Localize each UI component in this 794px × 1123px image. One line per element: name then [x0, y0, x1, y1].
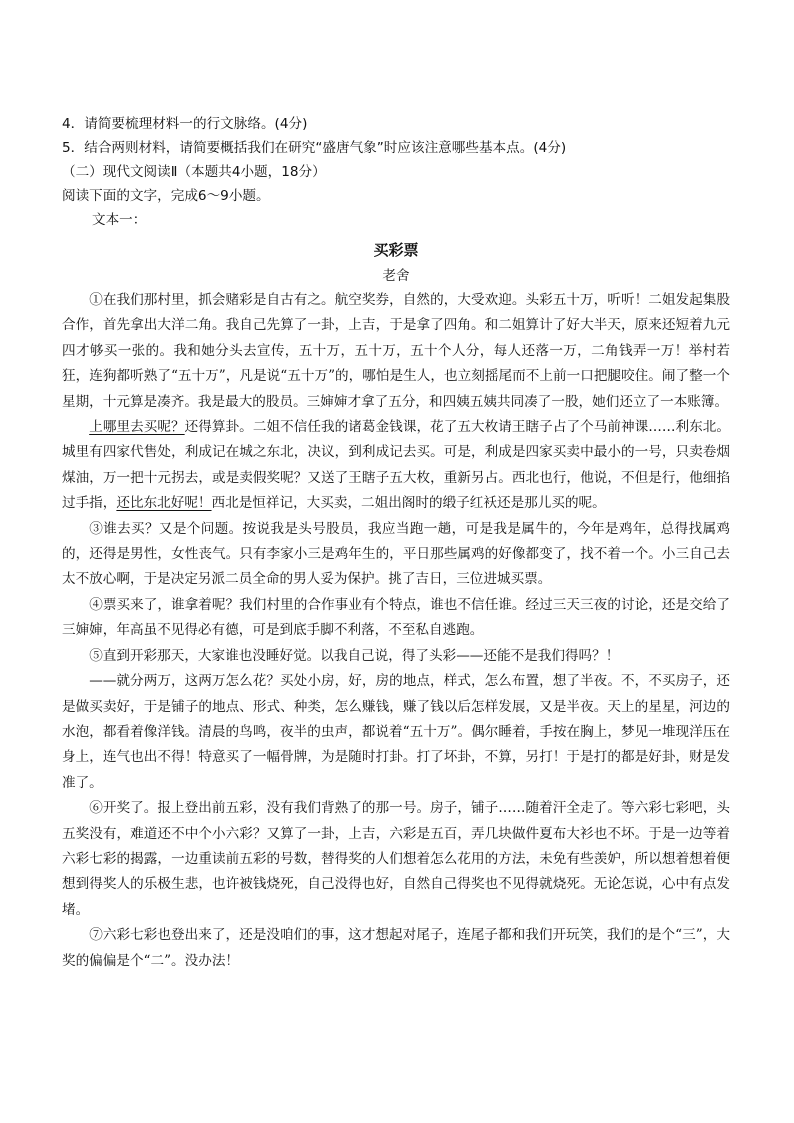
paragraph-6: ——就分两万，这两万怎么花？买处小房，好，房的地点，样式，怎么布置，想了半夜。不，不买房子，还是做买卖好，于是铺子的地点、形式、种类，怎么赚钱，赚了钱以后怎样发展，又是半夜。天上的星星，河边的水泡，都看着像洋钱。清晨的鸟鸣，夜半的虫声，都说着“五十万”。偶尔睡着，手按在胸上，梦见一堆现洋压在身上，连气也出不得！特意买了一幅骨牌，为是随时打卦。打了坏卦，不算，另打！于是打的都是好卦，财是发准了。	[62, 673, 730, 791]
text-label: 文本一：	[92, 212, 147, 228]
paragraph-5: ⑤直到开彩那天，大家谁也没睡好觉。以我自己说，得了头彩——还能不是我们得吗？！	[89, 647, 620, 664]
question-5: 5．结合两则材料，请简要概括我们在研究“盛唐气象”时应该注意哪些基本点。(4分)	[62, 140, 567, 156]
underlined-sentence-2: 还比东北好呢！	[116, 495, 212, 512]
paragraph-2-text-b: 西北是恒祥记，大买卖，二姐出阁时的缎子红袄还是那儿买的呢。	[211, 495, 606, 512]
paragraph-7: ⑥开奖了。报上登出前五彩，没有我们背熟了的那一号。房子，铺子……随着汗全走了。等六彩七彩吧，头五奖没有，难道还不中个小六彩？又算了一卦，上吉，六彩是五百，弄几块做件夏布大衫也不坏。于是一边等着六彩七彩的揭露，一边重读前五彩的号数，替得奖的人们想着怎么花用的方法，未免有些羡妒，所以想着想着便想到得奖人的乐极生悲，也许被钱烧死，自己没得也好，自然自己得奖也不见得就烧死。无论怎说，心中有点发堵。	[62, 800, 730, 918]
section-header: （二）现代文阅读Ⅱ（本题共4小题，18分）	[62, 164, 326, 180]
paragraph-2	[62, 415, 730, 517]
underlined-sentence-1: 上哪里去买呢？	[89, 419, 185, 436]
question-4: 4．请简要梳理材料一的行文脉络。(4分)	[62, 116, 308, 132]
paragraph-1: ①在我们那村里，抓会赌彩是自古有之。航空奖券，自然的，大受欢迎。头彩五十万，听听！二姐发起集股合作，首先拿出大洋二角。我自己先算了一卦，上吉，于是拿了四角。和二姐算计了好大半天，原来还短着九元四才够买一张的。我和她分头去宣传，五十万，五十万，五十个人分，每人还落一万，二角钱弄一万！举村若狂，连狗都听熟了“五十万”，凡是说“五十万”的，哪怕是生人，也立刻摇尾而不上前一口把腿咬住。闹了整一个星期，十元算是凑齐。我是最大的股员。三婶婶才拿了五分，和四姨五姨共同凑了一股，她们还立了一本账簿。	[62, 292, 730, 410]
paragraph-8: ⑦六彩七彩也登出来了，还是没咱们的事，这才想起对尾子，连尾子都和我们开玩笑，我们的是个“三”，大奖的偏偏是个“二”。没办法！	[62, 927, 730, 969]
paragraph-2-text-a: 还得算卦。二姐不信任我的诸葛金钱课，花了五大枚请王瞎子占了个马前神课……利东北。城里有四家代售处，利成记在城之东北，决议，到利成记去买。可是，利成是四家买卖中最小的一号，只卖卷烟煤油，万一把十元拐去，或是卖假奖呢？又送了王瞎子五大枚，重新另占。西北也行，他说，不但是行，他细掐过手指，	[62, 419, 730, 512]
paragraph-4: ④票买来了，谁拿着呢？我们村里的合作事业有个特点，谁也不信任谁。经过三天三夜的讨论，还是交给了三婶婶，年高虽不见得必有德，可是到底手脚不利落，不至私自逃跑。	[62, 596, 730, 639]
document-page	[62, 112, 730, 974]
paragraph-3: ③谁去买？又是个问题。按说我是头号股员，我应当跑一趟，可是我是属牛的，今年是鸡年，总得找属鸡的，还得是男性，女性丧气。只有李家小三是鸡年生的，平日那些属鸡的好像都变了，找不着一个。小三自己去太不放心啊，于是决定另派二员全命的男人妥为保护。挑了吉日，三位进城买票。	[62, 520, 730, 588]
reading-instruction: 阅读下面的文字，完成6～9小题。	[62, 188, 270, 204]
article-author: 老舍	[382, 268, 410, 284]
article-title: 买彩票	[373, 241, 419, 259]
